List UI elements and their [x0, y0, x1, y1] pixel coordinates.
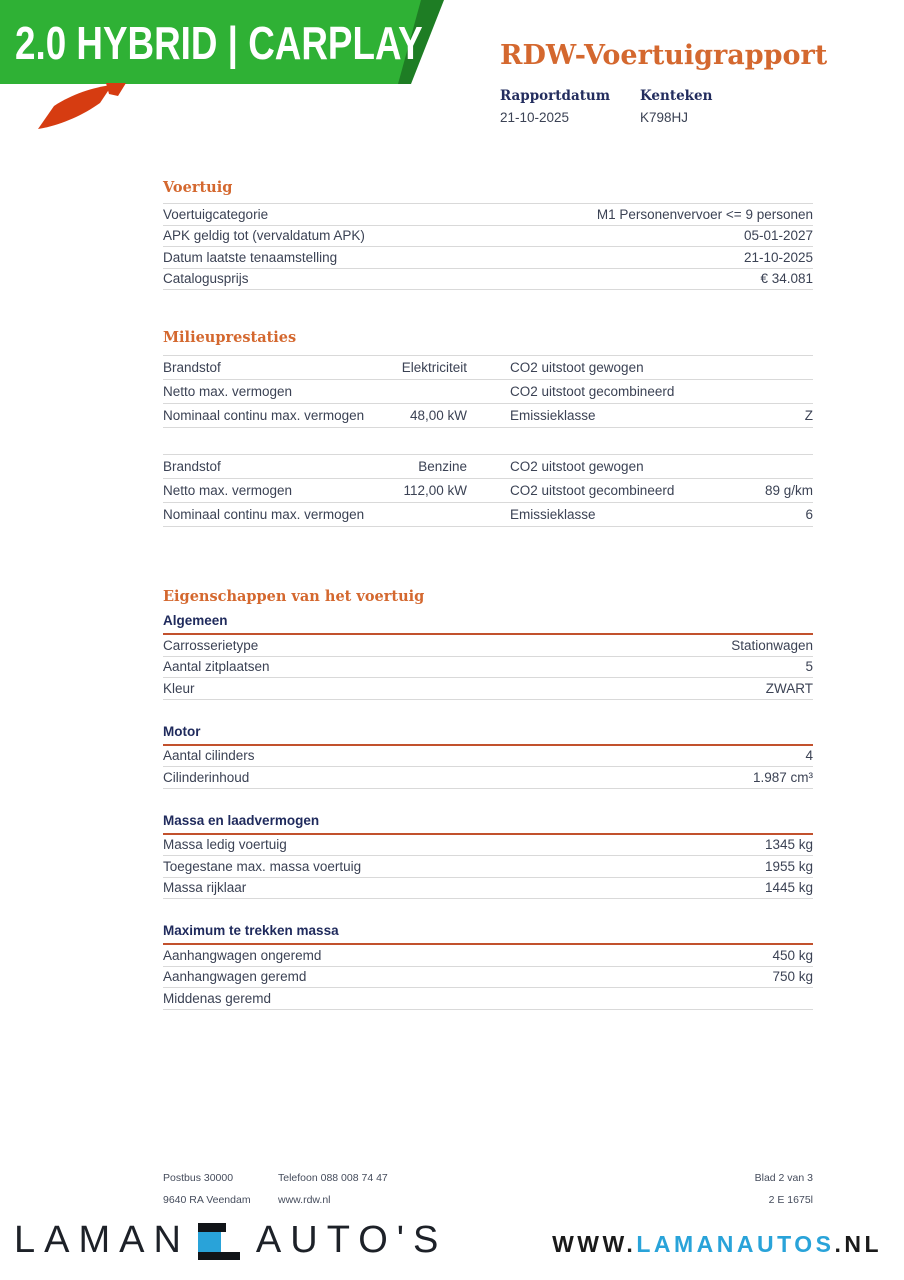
row-label: Aantal zitplaatsen — [163, 659, 270, 675]
dealer-website — [552, 1231, 882, 1258]
table-row — [163, 835, 813, 857]
table-row — [163, 380, 813, 404]
footer-form-code: 2 E 1675l — [768, 1194, 813, 1203]
url-www: WWW. — [552, 1231, 637, 1257]
row-label: APK geldig tot (vervaldatum APK) — [163, 228, 365, 244]
row-label: Catalogusprijs — [163, 271, 249, 287]
row-label: Carrosserietype — [163, 637, 259, 653]
section-eigenschappen-title: Eigenschappen van het voertuig — [163, 588, 425, 605]
dealer-logo-mark-icon — [198, 1223, 240, 1260]
row-value: 21-10-2025 — [743, 249, 813, 265]
plate-value: K798HJ — [640, 110, 689, 125]
report-date-value: 21-10-2025 — [500, 110, 570, 125]
rdw-logo-fragment-icon — [30, 83, 140, 138]
row-value: 5 — [805, 659, 813, 675]
row-label: Aanhangwagen ongeremd — [163, 947, 322, 963]
footer-page-number: Blad 2 van 3 — [754, 1172, 813, 1184]
table-row — [163, 269, 813, 291]
row-label: Toegestane max. massa voertuig — [163, 858, 362, 874]
row-value: M1 Personenvervoer <= 9 personen — [596, 206, 813, 222]
row-value: 1.987 cm³ — [752, 769, 813, 785]
milieu-table-benzine — [163, 454, 813, 527]
subsection-massa-title: Massa en laadvermogen — [163, 813, 813, 835]
algemeen-table — [163, 635, 813, 700]
row-label: Aantal cilinders — [163, 748, 255, 764]
row-label-right: Emissieklasse — [510, 507, 596, 522]
row-value: € 34.081 — [760, 271, 813, 287]
row-label: Middenas geremd — [163, 990, 272, 1006]
page-footer — [163, 1172, 813, 1203]
footer-phone: Telefoon 088 008 74 47 — [278, 1172, 388, 1184]
row-value: 1345 kg — [764, 837, 813, 853]
footer-postbus: Postbus 30000 — [163, 1172, 234, 1184]
milieu-table-elektriciteit — [163, 355, 813, 428]
plate-block — [640, 88, 712, 125]
table-row — [163, 455, 813, 479]
section-milieuprestaties — [163, 329, 813, 527]
row-label-right: Emissieklasse — [510, 408, 596, 423]
table-row — [163, 657, 813, 679]
row-label-left: Brandstof — [163, 459, 221, 474]
table-row — [163, 945, 813, 967]
row-value: ZWART — [765, 680, 813, 696]
row-label-right: CO2 uitstoot gecombineerd — [510, 483, 675, 498]
dealer-name-right: AUTO'S — [255, 1218, 448, 1261]
subsection-massa — [163, 813, 813, 900]
report-date-label: Rapportdatum — [500, 88, 611, 104]
footer-city: 9640 RA Veendam — [163, 1194, 251, 1203]
footer-website: www.rdw.nl — [278, 1194, 331, 1203]
table-row — [163, 767, 813, 789]
subsection-motor-title: Motor — [163, 724, 813, 746]
row-label: Cilinderinhoud — [163, 769, 250, 785]
row-label: Massa rijklaar — [163, 880, 247, 896]
row-value: 1955 kg — [764, 858, 813, 874]
subsection-motor — [163, 724, 813, 789]
row-label-left: Netto max. vermogen — [163, 384, 293, 399]
row-value-left: Benzine — [418, 459, 467, 474]
section-eigenschappen — [163, 588, 813, 1010]
massa-table — [163, 835, 813, 900]
row-label: Datum laatste tenaamstelling — [163, 249, 338, 265]
url-tld: .NL — [834, 1231, 882, 1257]
row-label: Voertuigcategorie — [163, 206, 269, 222]
row-label-left: Netto max. vermogen — [163, 483, 293, 498]
row-label-right: CO2 uitstoot gewogen — [510, 459, 644, 474]
trekken-massa-table — [163, 945, 813, 1010]
row-value: 4 — [805, 748, 813, 764]
promo-banner — [0, 0, 450, 84]
url-name: LAMANAUTOS — [636, 1231, 835, 1257]
row-value-right: 6 — [805, 507, 813, 522]
dealer-logo — [14, 1214, 447, 1266]
subsection-algemeen-title: Algemeen — [163, 613, 813, 635]
report-meta — [500, 88, 860, 125]
document-header — [500, 40, 860, 125]
row-value: Stationwagen — [731, 637, 813, 653]
report-date-block — [500, 88, 640, 125]
table-row — [163, 226, 813, 248]
row-value-left: 48,00 kW — [409, 408, 467, 423]
table-row — [163, 635, 813, 657]
footer-line-1 — [163, 1172, 813, 1184]
plate-label: Kenteken — [640, 88, 713, 104]
table-row — [163, 678, 813, 700]
voertuig-table — [163, 203, 813, 290]
table-row — [163, 967, 813, 989]
table-row — [163, 356, 813, 380]
table-row — [163, 503, 813, 527]
row-value-right: Z — [804, 408, 813, 423]
table-row — [163, 856, 813, 878]
subsection-algemeen — [163, 613, 813, 700]
row-value: 1445 kg — [764, 880, 813, 896]
dealer-name-left: LAMAN — [14, 1218, 190, 1261]
row-label-right: CO2 uitstoot gecombineerd — [510, 384, 675, 399]
row-value-left: 112,00 kW — [403, 483, 467, 498]
row-label: Massa ledig voertuig — [163, 837, 287, 853]
motor-table — [163, 746, 813, 789]
page-title: RDW-Voertuigrapport — [500, 40, 828, 71]
table-row — [163, 878, 813, 900]
subsection-trekken-massa — [163, 923, 813, 1010]
row-label: Kleur — [163, 680, 195, 696]
section-voertuig — [163, 179, 813, 290]
footer-line-2-clipped — [163, 1194, 813, 1203]
row-value: 450 kg — [772, 947, 813, 963]
row-label: Aanhangwagen geremd — [163, 969, 307, 985]
subsection-trekken-massa-title: Maximum te trekken massa — [163, 923, 813, 945]
section-milieu-title: Milieuprestaties — [163, 329, 297, 346]
table-row — [163, 204, 813, 226]
row-value: 05-01-2027 — [743, 228, 813, 244]
table-row — [163, 479, 813, 503]
table-row — [163, 247, 813, 269]
row-value: 750 kg — [772, 969, 813, 985]
row-value-left: Elektriciteit — [401, 360, 467, 375]
row-label-left: Nominaal continu max. vermogen — [163, 408, 365, 423]
row-value-right: 89 g/km — [764, 483, 813, 498]
row-label-left: Brandstof — [163, 360, 221, 375]
table-row — [163, 404, 813, 428]
table-row — [163, 746, 813, 768]
table-row — [163, 988, 813, 1010]
banner-label: 2.0 HYBRID | CARPLAY — [15, 17, 423, 69]
row-label-left: Nominaal continu max. vermogen — [163, 507, 365, 522]
row-label-right: CO2 uitstoot gewogen — [510, 360, 644, 375]
section-voertuig-title: Voertuig — [163, 179, 233, 196]
